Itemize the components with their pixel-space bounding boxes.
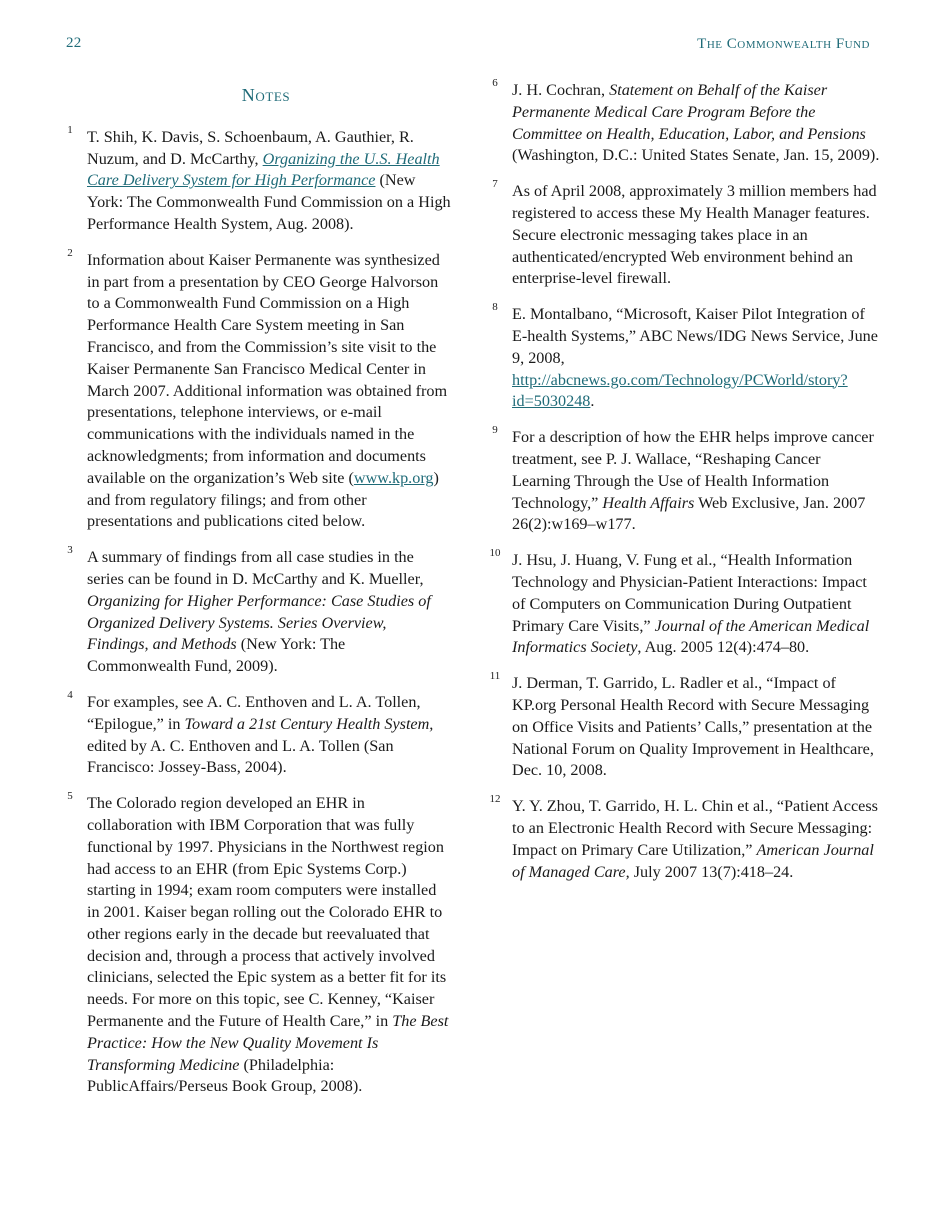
note-3 — [60, 544, 452, 678]
note-italic-title: Toward a 21st Century Health System, — [184, 714, 434, 733]
abcnews-link[interactable]: http://abcnews.go.com/Technology/PCWorld/story?id=5030248 — [512, 370, 848, 411]
notes-column-right — [485, 77, 880, 897]
note-text-part: E. Montalbano, “Microsoft, Kaiser Pilot Integration of E-health Systems,” ABC News/IDG News Service, June 9, 2008, — [512, 305, 878, 367]
note-text-part: For a description of how the EHR helps improve cancer treatment, see P. J. Wallace, “Reshaping Cancer Learning Through the Use of Health Information Technology,” — [512, 428, 874, 512]
note-1 — [60, 123, 452, 236]
note-citation: (New York: The Commonwealth Fund Commission on a High Performance Health System, Aug. 2008). — [87, 171, 451, 233]
note-text — [87, 692, 452, 779]
note-12 — [485, 793, 880, 883]
note-text-part: Y. Y. Zhou, T. Garrido, H. L. Chin et al., “Patient Access to an Electronic Health Record with Secure Messaging: Impact on Primary Care Utilization,” — [512, 797, 878, 859]
note-text — [512, 796, 880, 883]
note-italic-title: Statement on Behalf of the Kaiser Permanente Medical Care Program Before the Committee on Health, Education, Labor, and Pensions — [512, 81, 866, 143]
page-number: 22 — [66, 35, 82, 51]
note-text — [87, 793, 452, 1098]
note-5 — [60, 790, 452, 1098]
note-7 — [485, 178, 880, 290]
note-11 — [485, 670, 880, 782]
note-text — [512, 304, 880, 413]
note-number: 10 — [489, 547, 501, 560]
note-text — [87, 547, 452, 678]
note-number: 1 — [67, 123, 73, 136]
note-italic-title: Journal of the American Medical Informatics Society — [512, 616, 870, 657]
note-2 — [60, 246, 452, 533]
note-number: 3 — [67, 544, 73, 557]
note-italic-title: The Best Practice: How the New Quality Movement Is Transforming Medicine — [87, 1012, 449, 1074]
note-text — [87, 250, 452, 533]
note-italic-title: Health Affairs — [602, 493, 695, 512]
note-text-part: , Aug. 2005 12(4):474–80. — [637, 638, 810, 657]
note-text: J. Derman, T. Garrido, L. Radler et al., “Impact of KP.org Personal Health Record with Secure Messaging on Office Visits and Patients’ Calls,” presentation at the National Forum on Quality Improvement in Healthcare, Dec. 10, 2008. — [512, 674, 874, 780]
notes-column-left — [60, 80, 452, 1112]
note-text-part: (New York: The Commonwealth Fund, 2009). — [87, 635, 346, 676]
note-text-part: ) and from regulatory filings; and from other presentations and publications cited below. — [87, 468, 439, 531]
note-8 — [485, 301, 880, 413]
note-number: 9 — [492, 424, 498, 437]
note-text-part: J. H. Cochran, — [512, 81, 610, 99]
note-text-part: Web Exclusive, Jan. 2007 26(2):w169–w177. — [512, 493, 866, 534]
note-text — [512, 80, 880, 167]
note-text-part: (Washington, D.C.: United States Senate, Jan. 15, 2009). — [512, 146, 880, 165]
note-text-part: The Colorado region developed an EHR in collaboration with IBM Corporation that was fully functional by 1997. Physicians in the Northwest region had access to an EHR (from Epic Systems Corp.) starting in 1994; exam room computers were installed in 2001. Kaiser began rolling out the Colorado EHR to other regions early in the decade but reevaluated that decision and, through a process that actively involved clinicians, selected the Epic system as a better fit for its needs. For more on this topic, see C. Kenney, “Kaiser Permanente and the Future of Health Care,” in — [87, 794, 447, 1031]
note-number: 2 — [67, 246, 73, 259]
note-text: As of April 2008, approximately 3 million members had registered to access these My Health Manager features. Secure electronic messaging takes place in an authenticated/encrypted Web environment behind an enterprise-level firewall. — [512, 182, 877, 288]
note-text — [512, 427, 880, 536]
note-9 — [485, 424, 880, 536]
note-text-part: Information about Kaiser Permanente was synthesized in part from a presentation by CEO George Halvorson to a Commonwealth Fund Commission on a High Performance Health Care System meeting in San Francisco, and from the Commission’s site visit to the Kaiser Permanente San Francisco Medical Center in March 2007. Additional information was obtained from presentations, telephone interviews, or e-mail communications with the individuals named in the acknowledgments; from information and documents available on the organization’s Web site ( — [87, 250, 448, 487]
note-number: 8 — [492, 301, 498, 314]
note-italic-title: Organizing for Higher Performance: Case Studies of Organized Delivery Systems. Series Overview, Findings, and Methods — [87, 591, 431, 654]
note-number: 4 — [67, 688, 73, 701]
note-text-part: edited by A. C. Enthoven and L. A. Tollen (San Francisco: Jossey-Bass, 2004). — [87, 736, 394, 777]
note-text-part: (Philadelphia: PublicAffairs/Perseus Book Group, 2008). — [87, 1055, 363, 1096]
note-authors: T. Shih, K. Davis, S. Schoenbaum, A. Gauthier, R. Nuzum, and D. McCarthy, — [87, 127, 414, 168]
note-number: 7 — [492, 178, 498, 191]
notes-title: Notes — [241, 85, 291, 105]
note-text-part: For examples, see A. C. Enthoven and L. A. Tollen, “Epilogue,” in — [87, 692, 421, 733]
note-italic-title: American Journal of Managed Care, — [512, 840, 874, 881]
kp-website-link[interactable]: www.kp.org — [353, 468, 434, 487]
note-number: 6 — [492, 77, 498, 89]
note-text — [87, 127, 452, 236]
note-text-part: . — [590, 392, 595, 411]
note-text-part: A summary of findings from all case studies in the series can be found in D. McCarthy and K. Mueller, — [87, 548, 424, 588]
note-number: 5 — [67, 790, 73, 803]
note-number: 11 — [489, 670, 501, 683]
note-number: 12 — [489, 793, 501, 806]
note-text-part: July 2007 13(7):418–24. — [629, 862, 794, 881]
running-header: The Commonwealth Fund — [697, 36, 870, 52]
note-text — [512, 550, 880, 659]
note-6 — [485, 77, 880, 167]
note-text-part: J. Hsu, J. Huang, V. Fung et al., “Health Information Technology and Physician-Patient Interactions: Impact of Computers on Communication During Outpatient Primary Care Visits,” — [512, 551, 867, 635]
note-title-link[interactable]: Organizing the U.S. Health Care Delivery System for High Performance — [87, 149, 440, 190]
note-10 — [485, 547, 880, 659]
note-4 — [60, 688, 452, 779]
